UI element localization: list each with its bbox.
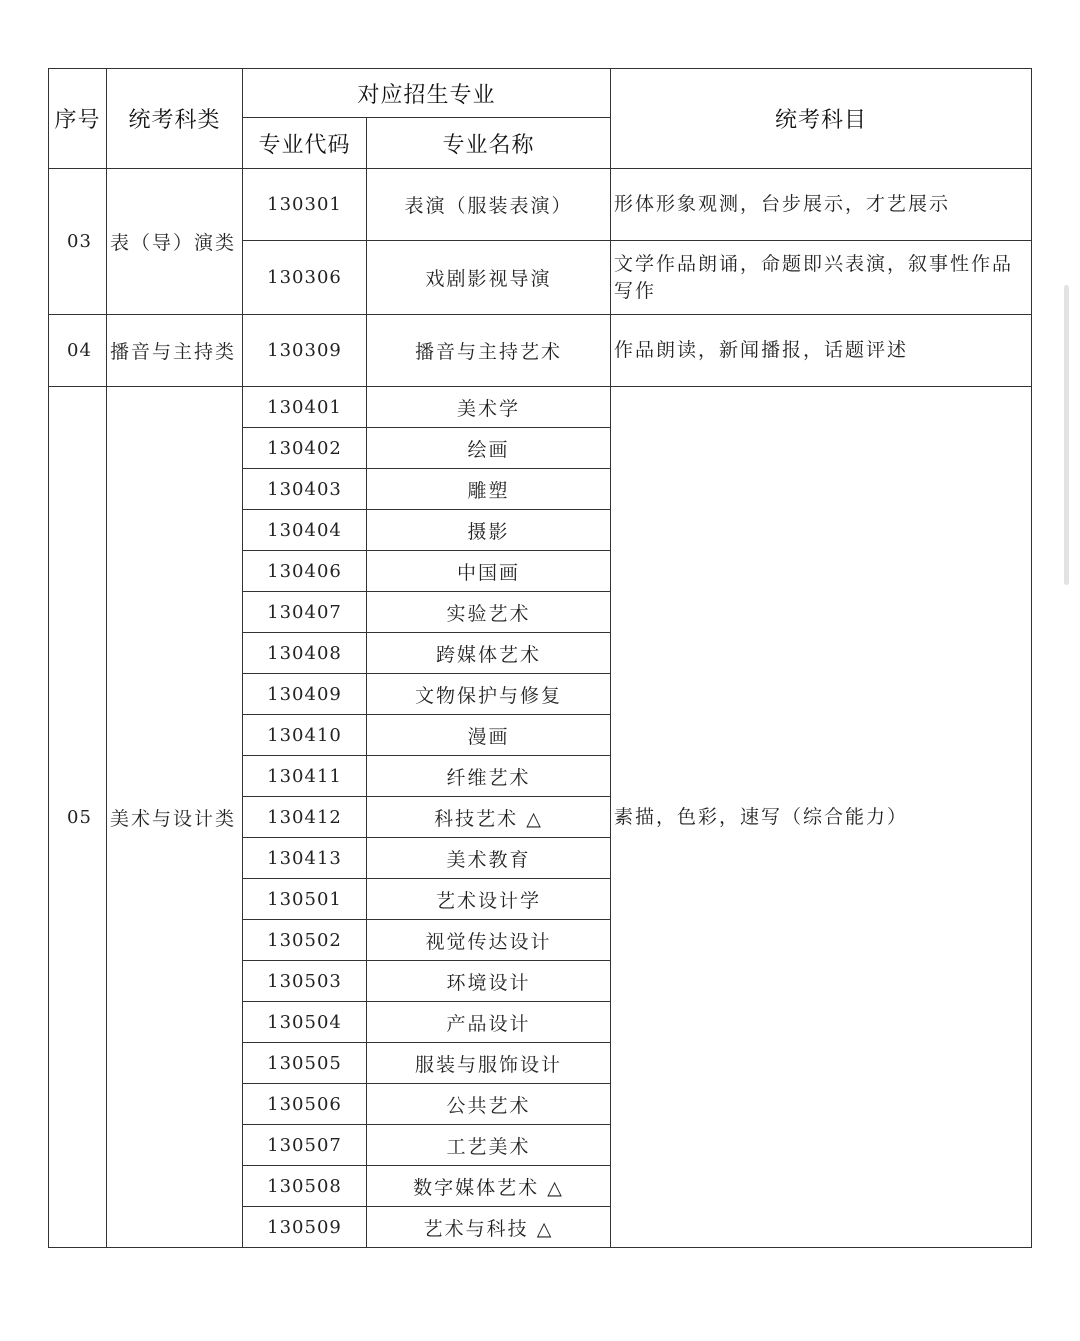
major-name: 艺术设计学 [367, 879, 611, 920]
major-name: 美术学 [367, 387, 611, 428]
major-code: 130413 [243, 838, 367, 879]
group-category: 美术与设计类 [107, 387, 243, 1248]
major-code: 130410 [243, 715, 367, 756]
major-name: 跨媒体艺术 [367, 633, 611, 674]
major-code: 130401 [243, 387, 367, 428]
major-name: 工艺美术 [367, 1125, 611, 1166]
header-seq: 序号 [49, 69, 107, 169]
major-name: 摄影 [367, 510, 611, 551]
major-code: 130505 [243, 1043, 367, 1084]
header-subjects: 统考科目 [611, 69, 1032, 169]
major-name: 公共艺术 [367, 1084, 611, 1125]
major-code: 130504 [243, 1002, 367, 1043]
major-code: 130301 [243, 169, 367, 241]
exam-subjects: 素描，色彩，速写（综合能力） [611, 387, 1032, 1248]
header-major-name: 专业名称 [367, 118, 611, 169]
exam-subjects: 作品朗读，新闻播报，话题评述 [611, 315, 1032, 387]
header-major-code: 专业代码 [243, 118, 367, 169]
major-code: 130408 [243, 633, 367, 674]
major-name: 产品设计 [367, 1002, 611, 1043]
header-row-1 [49, 69, 1032, 118]
major-code: 130506 [243, 1084, 367, 1125]
major-name: 雕塑 [367, 469, 611, 510]
major-code: 130404 [243, 510, 367, 551]
major-code: 130507 [243, 1125, 367, 1166]
major-name: 实验艺术 [367, 592, 611, 633]
major-code: 130309 [243, 315, 367, 387]
major-code: 130411 [243, 756, 367, 797]
major-name: 绘画 [367, 428, 611, 469]
exam-category-table [48, 68, 1032, 1248]
major-name: 数字媒体艺术 △ [367, 1166, 611, 1207]
exam-category-table-container [48, 68, 1031, 1248]
major-code: 130306 [243, 241, 367, 315]
header-category: 统考科类 [107, 69, 243, 169]
major-name: 漫画 [367, 715, 611, 756]
major-code: 130509 [243, 1207, 367, 1248]
major-name: 科技艺术 △ [367, 797, 611, 838]
group-category: 播音与主持类 [107, 315, 243, 387]
group-seq: 04 [49, 315, 107, 387]
table-row [49, 169, 1032, 241]
group-seq: 05 [49, 387, 107, 1248]
major-code: 130403 [243, 469, 367, 510]
scrollbar[interactable] [1064, 285, 1069, 585]
major-code: 130502 [243, 920, 367, 961]
major-name: 服装与服饰设计 [367, 1043, 611, 1084]
major-name: 中国画 [367, 551, 611, 592]
group-seq: 03 [49, 169, 107, 315]
major-name: 戏剧影视导演 [367, 241, 611, 315]
major-name: 播音与主持艺术 [367, 315, 611, 387]
major-code: 130409 [243, 674, 367, 715]
major-name: 环境设计 [367, 961, 611, 1002]
table-row [49, 315, 1032, 387]
major-name: 文物保护与修复 [367, 674, 611, 715]
group-category: 表（导）演类 [107, 169, 243, 315]
major-code: 130402 [243, 428, 367, 469]
header-majors-group: 对应招生专业 [243, 69, 611, 118]
major-code: 130501 [243, 879, 367, 920]
major-name: 艺术与科技 △ [367, 1207, 611, 1248]
major-name: 美术教育 [367, 838, 611, 879]
major-name: 视觉传达设计 [367, 920, 611, 961]
exam-subjects: 形体形象观测，台步展示，才艺展示 [611, 169, 1032, 241]
table-row [49, 387, 1032, 428]
major-code: 130412 [243, 797, 367, 838]
major-code: 130407 [243, 592, 367, 633]
major-name: 表演（服装表演） [367, 169, 611, 241]
major-code: 130406 [243, 551, 367, 592]
major-code: 130508 [243, 1166, 367, 1207]
major-name: 纤维艺术 [367, 756, 611, 797]
major-code: 130503 [243, 961, 367, 1002]
exam-subjects: 文学作品朗诵，命题即兴表演，叙事性作品写作 [611, 241, 1032, 315]
